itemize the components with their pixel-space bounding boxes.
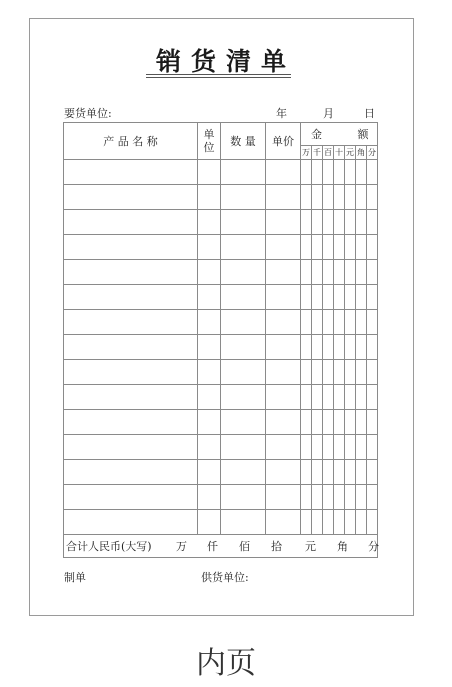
- item-cell: [64, 510, 198, 535]
- item-cell: [312, 410, 323, 435]
- item-cell: [64, 360, 198, 385]
- item-cell: [334, 360, 345, 385]
- item-cell: [64, 260, 198, 285]
- month-label: 月: [323, 107, 334, 120]
- unit-char-2: 位: [203, 141, 215, 154]
- item-cell: [323, 410, 334, 435]
- item-row: [64, 210, 378, 235]
- item-cell: [345, 510, 356, 535]
- item-cell: [356, 510, 367, 535]
- item-cell: [301, 210, 312, 235]
- maker-label: 制单: [64, 571, 86, 584]
- item-cell: [221, 185, 266, 210]
- item-cell: [345, 285, 356, 310]
- supplier-label: 供货单位:: [201, 571, 249, 584]
- item-cell: [221, 260, 266, 285]
- item-cell: [221, 385, 266, 410]
- item-cell: [301, 185, 312, 210]
- item-cell: [221, 210, 266, 235]
- item-cell: [323, 510, 334, 535]
- column-header-product: 产 品 名 称: [64, 123, 198, 160]
- item-cell: [64, 460, 198, 485]
- buyer-label: 要货单位:: [64, 107, 112, 120]
- item-cell: [198, 385, 221, 410]
- item-cell: [198, 335, 221, 360]
- item-cell: [356, 485, 367, 510]
- item-cell: [334, 260, 345, 285]
- item-cell: [345, 360, 356, 385]
- item-cell: [356, 460, 367, 485]
- item-cell: [367, 410, 378, 435]
- item-cell: [64, 335, 198, 360]
- item-cell: [323, 435, 334, 460]
- item-cell: [367, 385, 378, 410]
- item-cell: [345, 235, 356, 260]
- total-unit: 拾: [271, 540, 282, 553]
- item-cell: [367, 335, 378, 360]
- item-row: [64, 285, 378, 310]
- item-cell: [301, 285, 312, 310]
- total-unit: 佰: [239, 540, 250, 553]
- item-cell: [323, 360, 334, 385]
- column-header-amount: [301, 123, 378, 146]
- item-cell: [334, 435, 345, 460]
- item-row: [64, 160, 378, 185]
- year-label: 年: [276, 107, 287, 120]
- item-cell: [198, 310, 221, 335]
- item-cell: [356, 310, 367, 335]
- caption: 内页: [196, 646, 256, 681]
- digit-header: 元: [345, 146, 356, 160]
- item-cell: [266, 335, 301, 360]
- digit-header: 百: [323, 146, 334, 160]
- digit-header: 角: [356, 146, 367, 160]
- total-unit: 万: [176, 540, 187, 553]
- item-cell: [221, 510, 266, 535]
- item-row: [64, 335, 378, 360]
- item-cell: [266, 360, 301, 385]
- column-header-quantity: 数 量: [221, 123, 266, 160]
- item-cell: [301, 435, 312, 460]
- amount-char-left: 金: [311, 128, 322, 141]
- item-cell: [266, 385, 301, 410]
- item-cell: [266, 260, 301, 285]
- item-cell: [198, 460, 221, 485]
- item-cell: [221, 485, 266, 510]
- item-cell: [198, 285, 221, 310]
- item-cell: [198, 160, 221, 185]
- goods-table: [63, 122, 378, 558]
- item-cell: [64, 235, 198, 260]
- item-cell: [356, 385, 367, 410]
- item-cell: [198, 435, 221, 460]
- item-cell: [345, 185, 356, 210]
- item-cell: [323, 210, 334, 235]
- item-cell: [198, 210, 221, 235]
- item-cell: [312, 385, 323, 410]
- item-row: [64, 460, 378, 485]
- item-cell: [334, 510, 345, 535]
- item-cell: [198, 235, 221, 260]
- item-cell: [301, 335, 312, 360]
- digit-header: 十: [334, 146, 345, 160]
- item-cell: [356, 410, 367, 435]
- total-unit: 元: [305, 540, 316, 553]
- item-cell: [312, 260, 323, 285]
- item-cell: [198, 485, 221, 510]
- item-cell: [367, 160, 378, 185]
- item-cell: [345, 385, 356, 410]
- total-unit: 仟: [207, 540, 218, 553]
- digit-header: 千: [312, 146, 323, 160]
- item-cell: [221, 360, 266, 385]
- item-cell: [334, 160, 345, 185]
- item-cell: [64, 185, 198, 210]
- item-cell: [323, 335, 334, 360]
- item-cell: [64, 310, 198, 335]
- title-underline: [146, 77, 291, 78]
- item-cell: [334, 385, 345, 410]
- item-cell: [301, 260, 312, 285]
- item-cell: [64, 485, 198, 510]
- item-cell: [367, 460, 378, 485]
- item-cell: [367, 435, 378, 460]
- day-label: 日: [364, 107, 375, 120]
- item-cell: [312, 335, 323, 360]
- item-cell: [301, 235, 312, 260]
- item-cell: [356, 160, 367, 185]
- item-cell: [367, 235, 378, 260]
- item-row: [64, 485, 378, 510]
- title-underline: [146, 74, 291, 75]
- item-cell: [345, 485, 356, 510]
- total-label: 合计人民币(大写): [66, 540, 152, 553]
- item-cell: [345, 160, 356, 185]
- item-cell: [345, 210, 356, 235]
- item-cell: [198, 510, 221, 535]
- item-cell: [221, 460, 266, 485]
- item-cell: [266, 160, 301, 185]
- item-cell: [345, 410, 356, 435]
- item-cell: [323, 385, 334, 410]
- item-cell: [266, 185, 301, 210]
- item-cell: [266, 310, 301, 335]
- item-row: [64, 435, 378, 460]
- item-cell: [323, 285, 334, 310]
- item-cell: [312, 160, 323, 185]
- item-cell: [334, 310, 345, 335]
- item-cell: [334, 210, 345, 235]
- item-cell: [312, 285, 323, 310]
- item-cell: [266, 210, 301, 235]
- item-row: [64, 385, 378, 410]
- item-cell: [198, 185, 221, 210]
- item-cell: [334, 410, 345, 435]
- item-cell: [367, 185, 378, 210]
- item-cell: [64, 210, 198, 235]
- item-cell: [323, 185, 334, 210]
- item-cell: [301, 160, 312, 185]
- item-cell: [323, 160, 334, 185]
- form-title: 销货清单: [155, 47, 296, 76]
- item-cell: [345, 335, 356, 360]
- item-cell: [356, 235, 367, 260]
- item-cell: [301, 310, 312, 335]
- item-cell: [221, 235, 266, 260]
- item-cell: [312, 485, 323, 510]
- item-cell: [356, 435, 367, 460]
- item-cell: [64, 285, 198, 310]
- item-row: [64, 410, 378, 435]
- item-cell: [356, 335, 367, 360]
- item-cell: [367, 310, 378, 335]
- item-cell: [221, 410, 266, 435]
- item-cell: [198, 410, 221, 435]
- item-cell: [367, 260, 378, 285]
- item-cell: [334, 335, 345, 360]
- item-cell: [334, 460, 345, 485]
- item-row: [64, 310, 378, 335]
- total-unit: 分: [368, 540, 379, 553]
- item-cell: [312, 310, 323, 335]
- item-cell: [266, 410, 301, 435]
- item-cell: [64, 160, 198, 185]
- item-cell: [345, 435, 356, 460]
- item-cell: [312, 235, 323, 260]
- item-cell: [266, 485, 301, 510]
- item-cell: [356, 185, 367, 210]
- item-cell: [356, 360, 367, 385]
- item-cell: [301, 360, 312, 385]
- item-cell: [221, 310, 266, 335]
- item-cell: [301, 510, 312, 535]
- item-row: [64, 260, 378, 285]
- item-cell: [323, 460, 334, 485]
- column-header-price: 单价: [266, 123, 301, 160]
- item-cell: [301, 385, 312, 410]
- item-row: [64, 235, 378, 260]
- item-cell: [64, 435, 198, 460]
- item-cell: [367, 485, 378, 510]
- item-cell: [356, 210, 367, 235]
- item-cell: [334, 485, 345, 510]
- item-cell: [266, 285, 301, 310]
- item-cell: [312, 360, 323, 385]
- item-cell: [345, 260, 356, 285]
- item-cell: [323, 485, 334, 510]
- item-cell: [367, 210, 378, 235]
- item-cell: [64, 385, 198, 410]
- item-cell: [312, 460, 323, 485]
- item-cell: [221, 160, 266, 185]
- item-cell: [367, 510, 378, 535]
- item-cell: [221, 285, 266, 310]
- item-cell: [301, 485, 312, 510]
- item-cell: [198, 260, 221, 285]
- total-row: [64, 535, 378, 558]
- item-cell: [266, 235, 301, 260]
- amount-char-right: 额: [357, 128, 369, 141]
- item-cell: [301, 410, 312, 435]
- item-cell: [345, 310, 356, 335]
- item-row: [64, 360, 378, 385]
- item-cell: [367, 360, 378, 385]
- item-cell: [312, 510, 323, 535]
- item-cell: [323, 235, 334, 260]
- item-cell: [266, 435, 301, 460]
- item-cell: [312, 435, 323, 460]
- item-cell: [64, 410, 198, 435]
- digit-header: 分: [367, 146, 378, 160]
- item-cell: [356, 285, 367, 310]
- item-cell: [356, 260, 367, 285]
- item-cell: [334, 235, 345, 260]
- item-cell: [345, 460, 356, 485]
- digit-header: 万: [301, 146, 312, 160]
- item-cell: [221, 435, 266, 460]
- column-header-unit: [198, 123, 221, 160]
- item-row: [64, 510, 378, 535]
- item-cell: [221, 335, 266, 360]
- item-row: [64, 185, 378, 210]
- item-cell: [301, 460, 312, 485]
- item-cell: [334, 185, 345, 210]
- item-cell: [367, 285, 378, 310]
- item-cell: [198, 360, 221, 385]
- unit-char-1: 单: [203, 128, 215, 141]
- item-cell: [312, 185, 323, 210]
- item-cell: [266, 510, 301, 535]
- total-unit: 角: [337, 540, 348, 553]
- item-cell: [266, 460, 301, 485]
- item-cell: [323, 260, 334, 285]
- item-cell: [312, 210, 323, 235]
- item-cell: [323, 310, 334, 335]
- item-cell: [334, 285, 345, 310]
